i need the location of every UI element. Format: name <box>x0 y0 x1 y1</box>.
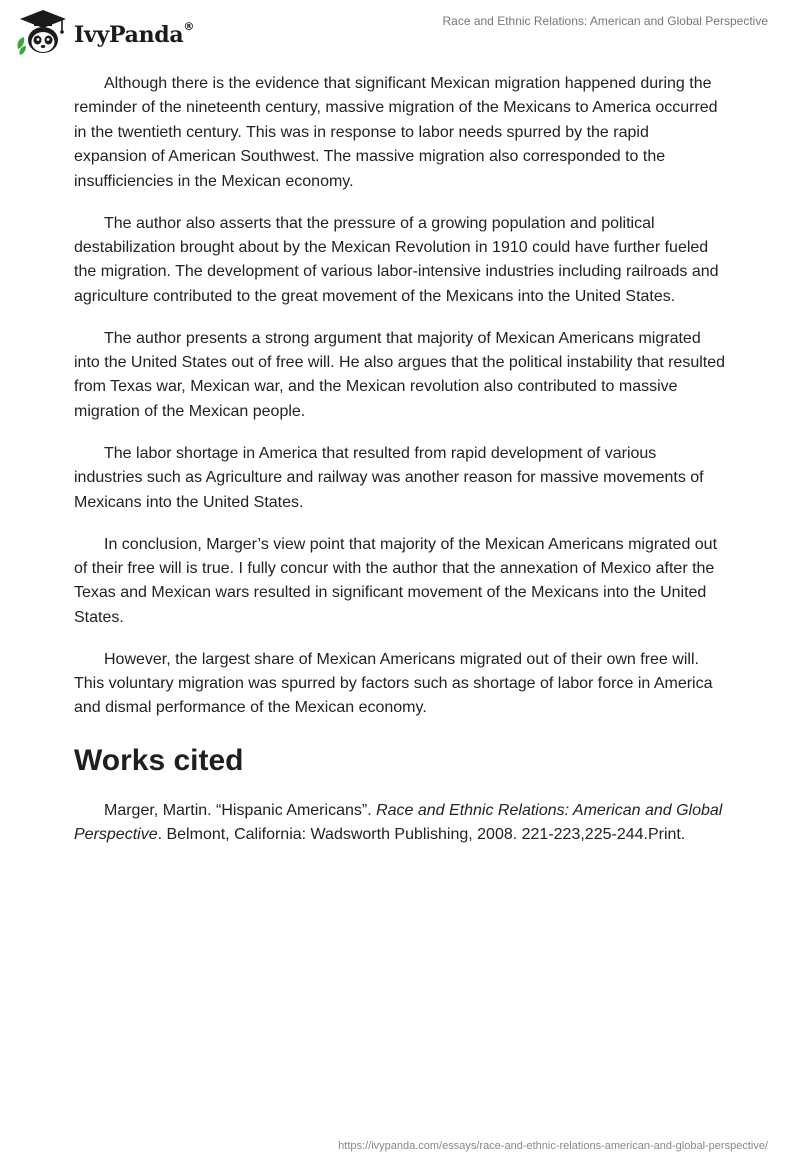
source-url[interactable]: https://ivypanda.com/essays/race-and-ethnic-relations-american-and-global-perspective/ <box>338 1140 768 1152</box>
paragraph: Although there is the evidence that significant Mexican migration happened during the reminder of the nineteenth century, massive migration of the Mexicans to America occurred in the twentieth century. This was in response to labor needs spurred by the rapid expansion of American Southwest. The massive migration also corresponded to the insufficiencies in the Mexican economy. <box>74 75 718 190</box>
document-title: Race and Ethnic Relations: American and Global Perspective <box>442 14 768 28</box>
logo-wordmark: IvyPanda® <box>74 20 195 48</box>
paragraph: The author presents a strong argument that majority of Mexican Americans migrated into the United States out of free will. He also argues that the political instability that resulted from Texas war, Mexican war, and the Mexican revolution also contributed to massive migration of the Mexican people. <box>74 329 726 420</box>
ivypanda-logo[interactable] <box>14 9 194 57</box>
panda-graduate-icon <box>14 9 72 57</box>
citation-author: Marger, Martin. “Hispanic Americans”. <box>104 801 377 819</box>
paragraph: The labor shortage in America that resulted from rapid development of various industries such as Agriculture and railway was another reason for massive movements of Mexicans into the United States. <box>74 444 704 511</box>
paragraph: In conclusion, Marger’s view point that majority of the Mexican Americans migrated out of their free will is true. I fully concur with the author that the annexation of Mexico after the Texas and Mexican wars resulted in significant movement of the Mexicans into the United States. <box>74 535 718 626</box>
citation-title: Race and Ethnic Relations: American and Global Perspective <box>74 801 723 844</box>
essay-body <box>74 72 726 848</box>
citation-publication: . Belmont, California: Wadsworth Publishing, 2008. 221-223,225-244.Print. <box>157 826 686 844</box>
works-cited-heading: Works cited <box>74 743 244 777</box>
page-header <box>0 0 800 60</box>
paragraph: However, the largest share of Mexican Americans migrated out of their own free will. This voluntary migration was spurred by factors such as shortage of labor force in America and dismal performance of the Mexican economy. <box>74 650 713 717</box>
citation-entry <box>74 799 726 848</box>
paragraph: The author also asserts that the pressure of a growing population and political destabilization brought about by the Mexican Revolution in 1910 could have further fueled the migration. The development of various labor-intensive industries including railroads and agriculture contributed to the great movement of the Mexicans into the United States. <box>74 214 719 305</box>
